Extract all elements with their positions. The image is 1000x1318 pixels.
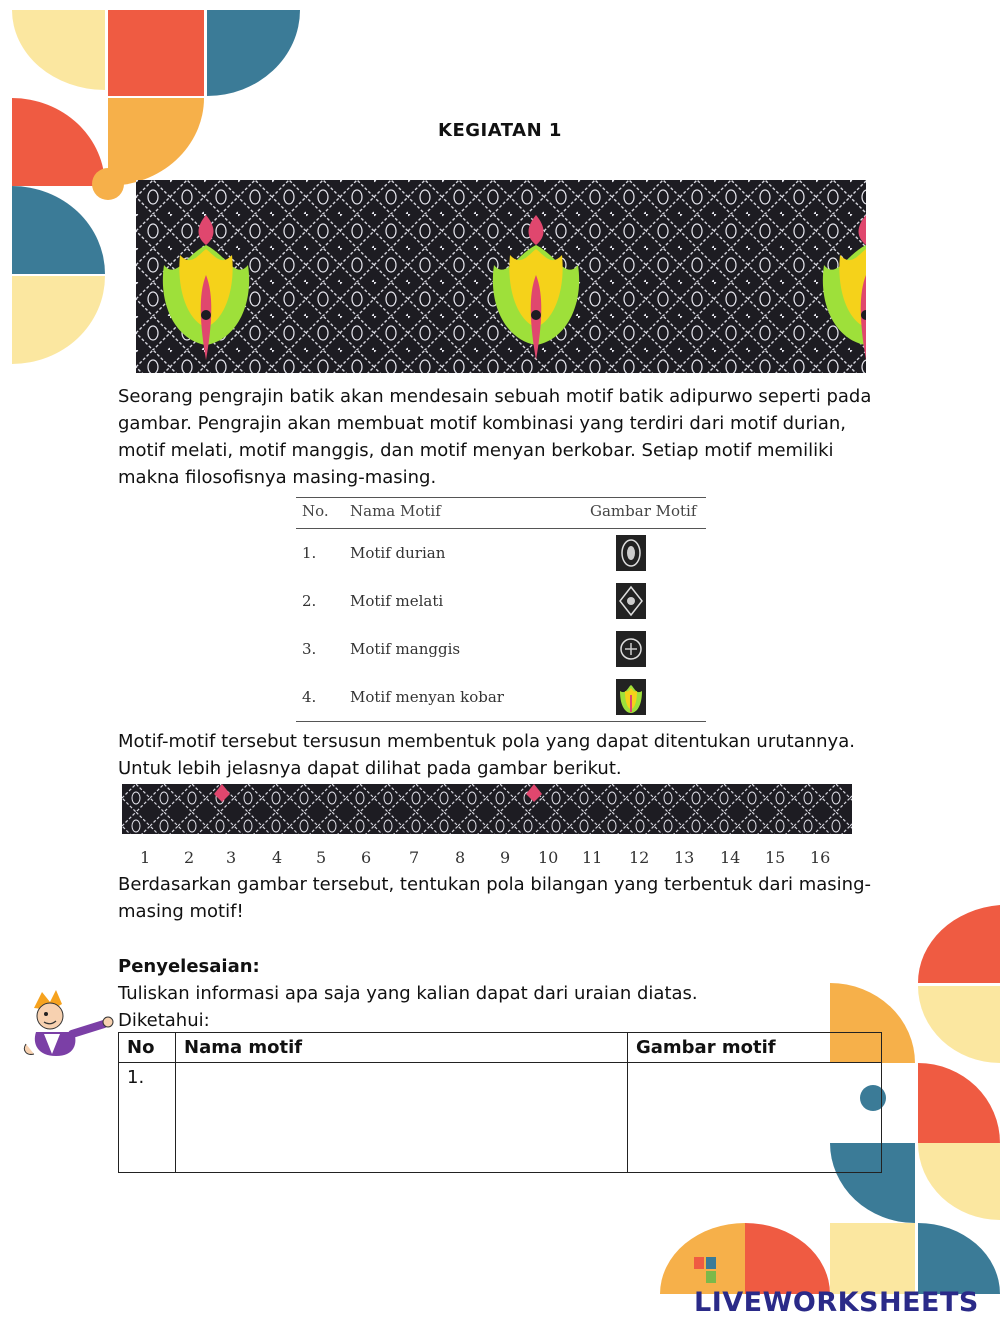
menyan-kobar-motif-icon (616, 679, 646, 715)
strip-number: 12 (629, 848, 650, 867)
motif-name: Motif melati (350, 592, 444, 610)
row-number: 4. (296, 673, 344, 722)
answer-header-image: Gambar motif (628, 1033, 882, 1063)
strip-number: 11 (582, 848, 603, 867)
strip-number: 3 (226, 848, 237, 867)
batik-adipurwo-image (136, 180, 866, 373)
logo-text: LIVEWORKSHEETS (694, 1287, 979, 1318)
row-number: 1. (302, 544, 317, 562)
cartoon-character-illustration (22, 988, 118, 1060)
strip-number: 9 (500, 848, 511, 867)
strip-number: 13 (674, 848, 695, 867)
strip-number: 7 (409, 848, 420, 867)
motif-table (296, 497, 706, 722)
column-header-no: No. (296, 498, 344, 529)
strip-number: 10 (538, 848, 559, 867)
answer-row-number: 1. (119, 1063, 176, 1173)
strip-number: 4 (272, 848, 283, 867)
motif-name: Motif durian (350, 544, 446, 562)
question-paragraph: Berdasarkan gambar tersebut, tentukan pola bilangan yang terbentuk dari masing-masing motif! (118, 874, 871, 922)
page-title: KEGIATAN 1 (438, 120, 562, 141)
batik-strip-image (122, 784, 852, 834)
answer-table (118, 1032, 882, 1173)
solution-heading: Penyelesaian: (118, 956, 260, 977)
strip-number-labels (122, 848, 852, 870)
strip-number: 5 (316, 848, 327, 867)
table-row (296, 625, 706, 673)
row-number: 3. (302, 640, 317, 658)
row-number: 2. (302, 592, 317, 610)
answer-image-field[interactable] (628, 1063, 882, 1173)
strip-number: 16 (810, 848, 831, 867)
liveworksheets-logo[interactable] (694, 1256, 1000, 1318)
table-row (296, 577, 706, 625)
table-row (296, 673, 706, 722)
strip-number: 1 (140, 848, 151, 867)
strip-number: 14 (720, 848, 741, 867)
strip-number: 15 (765, 848, 786, 867)
column-header-name: Nama Motif (344, 498, 584, 529)
table-row (119, 1063, 882, 1173)
intro-paragraph: Seorang pengrajin batik akan mendesain sebuah motif batik adipurwo seperti pada gambar. Pengrajin akan membuat motif kombinasi yang terdiri dari motif durian, motif melati, motif manggis, dan motif menyan berkobar. Setiap motif memiliki makna filosofisnya masing-masing. (118, 386, 872, 488)
known-label: Diketahui: (118, 1010, 210, 1031)
pattern-paragraph: Motif-motif tersebut tersusun membentuk pola yang dapat ditentukan urutannya. Untuk lebih jelasnya dapat dilihat pada gambar berikut. (118, 731, 855, 779)
strip-number: 6 (361, 848, 372, 867)
answer-header-name: Nama motif (176, 1033, 628, 1063)
manggis-motif-icon (616, 631, 646, 667)
answer-name-field[interactable] (176, 1063, 628, 1173)
melati-motif-icon (616, 583, 646, 619)
motif-name: Motif manggis (350, 640, 461, 658)
liveworksheets-logo-mark-icon (694, 1257, 716, 1283)
answer-table-header (119, 1033, 882, 1063)
durian-motif-icon (616, 535, 646, 571)
strip-number: 2 (184, 848, 195, 867)
motif-table-header (296, 498, 706, 529)
column-header-image: Gambar Motif (584, 498, 706, 529)
strip-number: 8 (455, 848, 466, 867)
answer-header-no: No (119, 1033, 176, 1063)
motif-name: Motif menyan kobar (344, 673, 584, 722)
table-row (296, 529, 706, 578)
instruction-text: Tuliskan informasi apa saja yang kalian dapat dari uraian diatas. (118, 983, 698, 1004)
